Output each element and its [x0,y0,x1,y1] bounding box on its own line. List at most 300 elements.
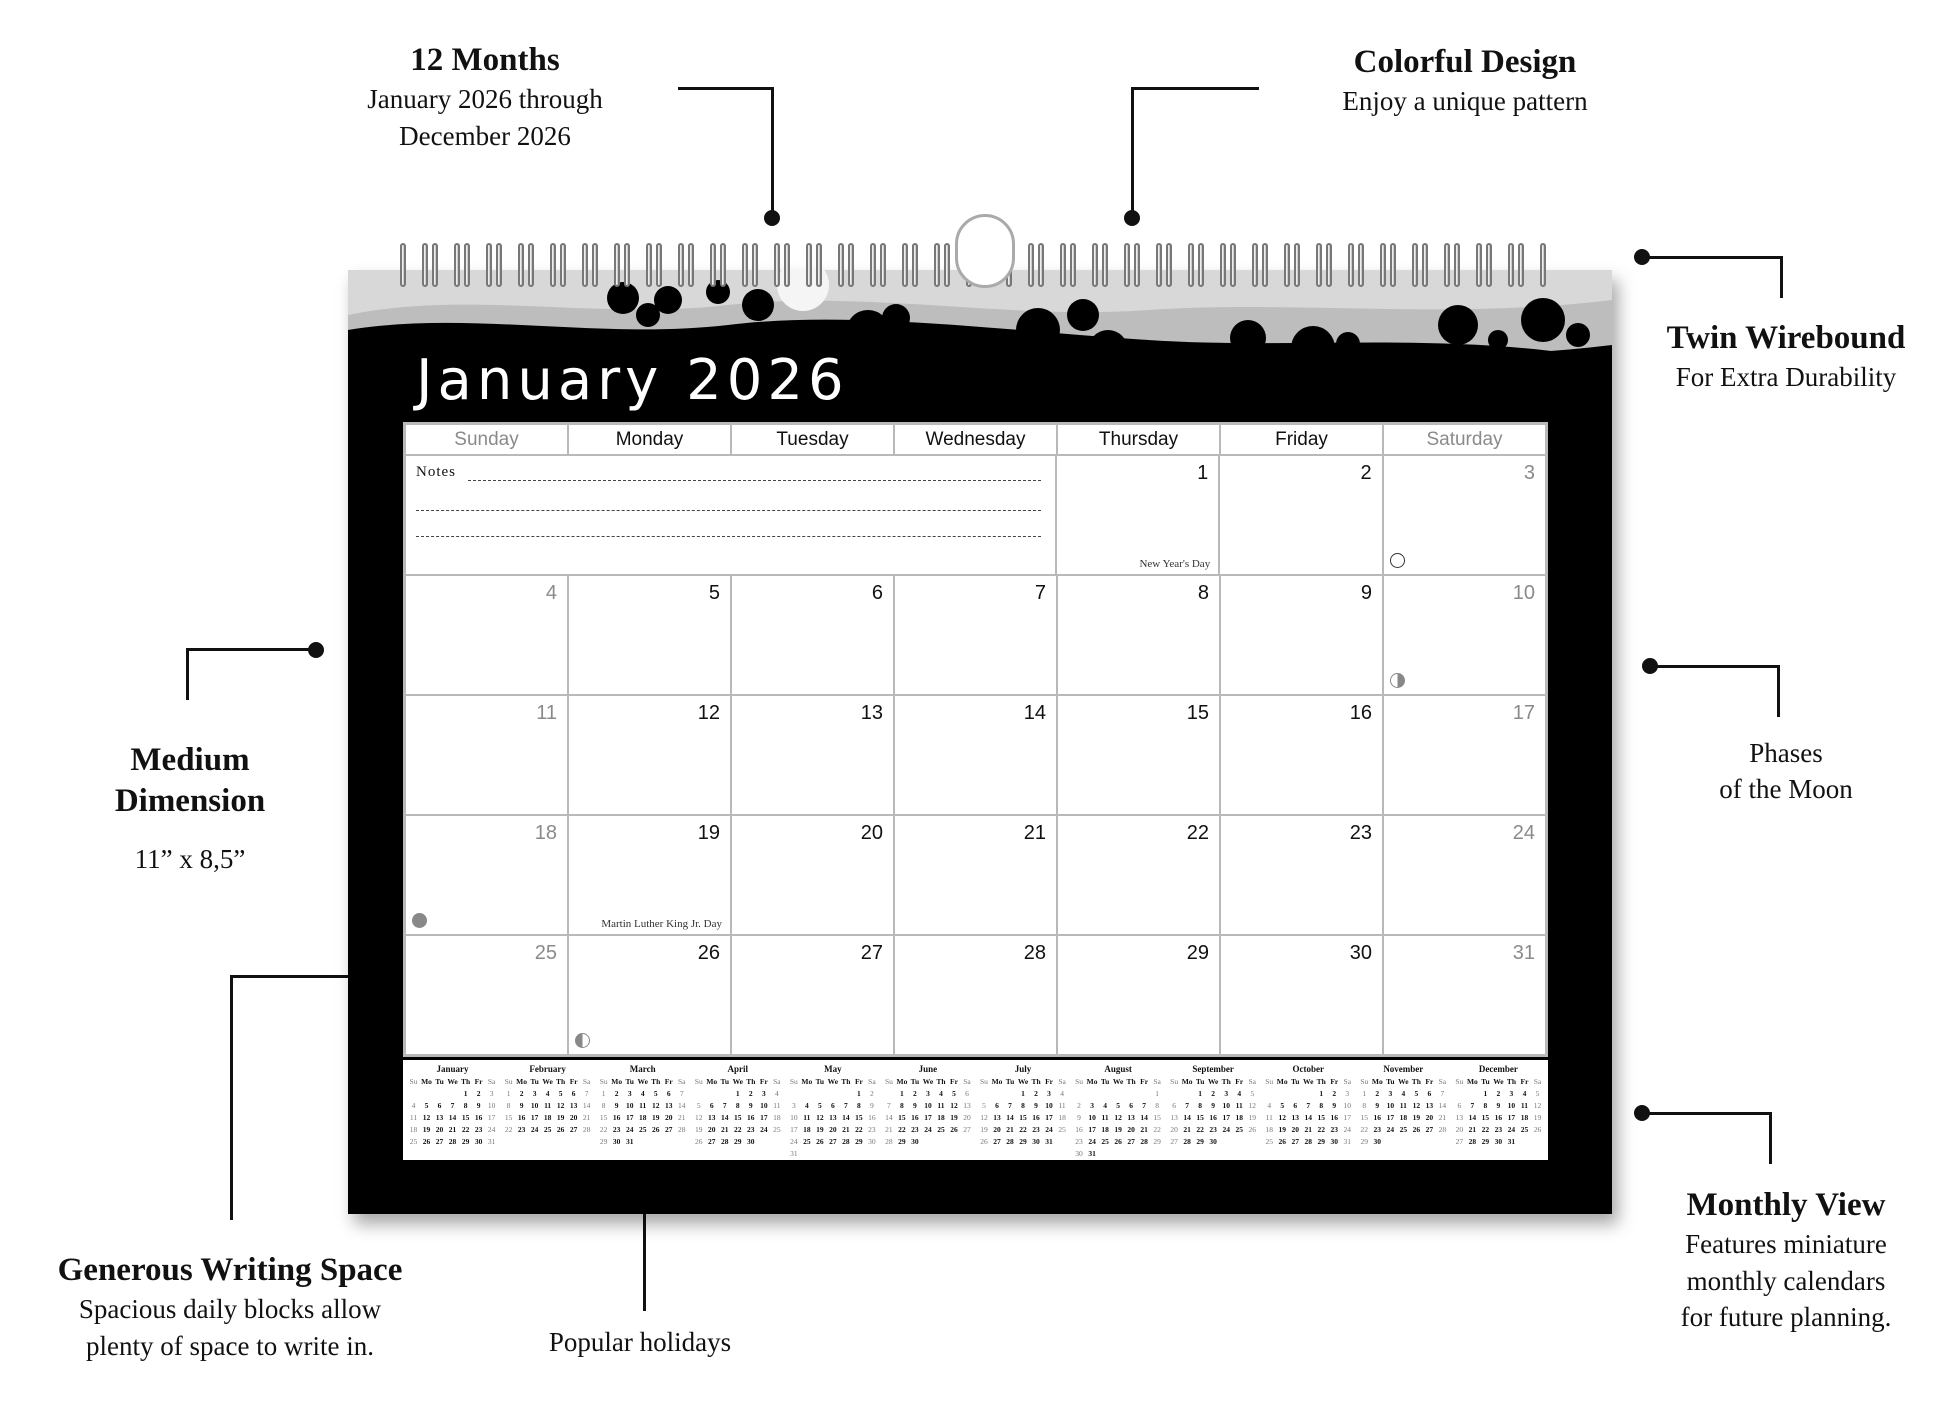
mini-day: 1 [857,1089,861,1098]
binding-coil [870,243,876,287]
mini-dow: We [542,1077,553,1086]
day-cell[interactable] [1221,936,1384,1054]
mini-week-row [1073,1148,1164,1160]
mini-day: 15 [1481,1113,1490,1122]
mini-day: 13 [993,1113,1001,1122]
mini-day: 7 [1008,1101,1012,1110]
mini-day [649,1136,662,1148]
day-cell[interactable] [569,936,732,1054]
mini-day: 3 [627,1089,632,1098]
mini-day: 12 [651,1101,660,1110]
mini-dow: Mo [1181,1077,1193,1086]
day-cell[interactable] [895,576,1058,694]
binding-coil [1412,243,1418,287]
mini-day: 21 [1140,1125,1148,1134]
mini-day: 19 [1248,1113,1256,1122]
mini-week-row [692,1124,783,1136]
mini-week-row [1073,1112,1164,1124]
binding-coil [1422,243,1428,287]
day-cell[interactable] [1384,456,1545,574]
mini-day [1289,1088,1302,1100]
day-cell[interactable] [1220,456,1383,574]
mini-week-row [787,1136,878,1148]
mini-dow: Mo [706,1077,718,1086]
mini-day: 2 [1077,1101,1081,1110]
day-cell[interactable] [569,696,732,814]
day-number: 2 [1360,462,1372,484]
binding-coil [614,243,620,287]
callout-text: plenty of space to write in. [86,1330,374,1361]
callout-text: 11” x 8,5” [134,843,246,874]
binding-coil [1262,243,1268,287]
binding-coil [646,243,652,287]
binding-coil [784,243,790,287]
binding-coil [1028,243,1034,287]
mini-day: 22 [461,1125,470,1134]
mini-day: 28 [1140,1137,1148,1146]
mini-day: 28 [1468,1137,1477,1146]
mini-day: 2 [748,1089,753,1098]
mini-day: 24 [1507,1125,1516,1134]
mini-day: 9 [1496,1101,1501,1110]
mini-week-row [882,1124,973,1136]
mini-dow: Tu [1005,1077,1015,1086]
mini-day: 17 [1507,1113,1516,1122]
notes-area[interactable] [406,456,1057,574]
mini-day: 22 [1481,1125,1490,1134]
mini-day: 14 [1140,1113,1148,1122]
mini-day: 10 [1045,1101,1053,1110]
callout-text: Enjoy a unique pattern [1342,86,1588,117]
mini-day: 1 [1021,1089,1025,1098]
mini-day: 29 [1153,1137,1161,1146]
mini-day: 2 [1496,1089,1501,1098]
mini-day: 21 [1006,1125,1014,1134]
mini-day: 30 [612,1137,621,1146]
mini-day: 7 [1306,1101,1311,1110]
mini-week-row [977,1088,1068,1100]
mini-day: 15 [599,1113,608,1122]
mini-day: 15 [734,1113,742,1122]
binding-coil [464,243,470,287]
day-cell[interactable] [895,696,1058,814]
mini-day: 2 [1034,1089,1038,1098]
mini-day: 25 [1235,1125,1243,1134]
mini-day: 19 [422,1125,431,1134]
mini-day [1233,1136,1246,1148]
day-cell[interactable] [732,816,895,934]
mini-dow: Sa [868,1077,876,1086]
mini-day: 18 [1058,1113,1066,1122]
day-cell[interactable] [1221,696,1384,814]
mini-day: 6 [666,1089,671,1098]
mini-day: 29 [1019,1137,1027,1146]
mini-day [1246,1136,1259,1148]
mini-calendar [500,1062,595,1158]
mini-day: 13 [708,1113,716,1122]
mini-week-row [977,1112,1068,1124]
mini-week-row [692,1100,783,1112]
day-cell[interactable] [569,816,732,934]
mini-day: 8 [1319,1101,1324,1110]
mini-dow: Th [1031,1077,1041,1086]
binding-coil [688,243,694,287]
mini-day [787,1088,800,1100]
mini-day: 7 [1440,1089,1445,1098]
weekday-header [406,425,1545,456]
mini-dow: Th [556,1077,566,1086]
mini-day: 28 [885,1137,893,1146]
mini-day: 20 [708,1125,716,1134]
mini-day: 10 [790,1113,798,1122]
binding-coil [1102,243,1108,287]
mini-day [990,1088,1003,1100]
mini-week-row [407,1136,498,1148]
mini-day: 22 [1360,1125,1369,1134]
day-cell[interactable] [1057,456,1220,574]
mini-day: 11 [1235,1101,1243,1110]
mini-dow: We [637,1077,648,1086]
mini-dow: Mo [611,1077,623,1086]
binding-coil [1188,243,1194,287]
mini-day: 18 [1399,1113,1408,1122]
mini-day [934,1136,947,1148]
day-number: 20 [860,822,883,844]
mini-day: 5 [558,1089,563,1098]
day-cell[interactable] [1058,696,1221,814]
mini-day [852,1148,865,1160]
binding-coil [1220,243,1226,287]
mini-day: 6 [830,1101,835,1110]
day-cell[interactable] [1384,936,1545,1054]
mini-day: 31 [790,1149,798,1158]
mini-dow: We [1398,1077,1409,1086]
day-number: 11 [536,702,557,724]
day-number: 10 [1512,582,1535,604]
mini-day: 6 [1457,1101,1462,1110]
mini-dow: Fr [1520,1077,1529,1086]
binding-coil [1252,243,1258,287]
mini-dow: Sa [1058,1077,1066,1086]
binding-coil [806,243,812,287]
mini-day: 23 [1209,1125,1217,1134]
mini-day: 8 [1362,1101,1367,1110]
mini-week-row [1168,1100,1259,1112]
day-cell[interactable] [1221,576,1384,694]
leader-dot [1124,210,1140,226]
mini-day: 14 [1006,1113,1014,1122]
mini-day: 22 [898,1125,906,1134]
mini-dow: We [922,1077,934,1086]
binding-coil [678,243,684,287]
leader-line [771,87,774,215]
mini-day: 19 [816,1125,824,1134]
mini-day [1004,1088,1017,1100]
mini-day: 13 [1455,1113,1464,1122]
mini-day: 3 [1345,1089,1350,1098]
binding-coil [454,243,460,287]
day-cell[interactable] [569,576,732,694]
mini-day: 13 [569,1101,578,1110]
mini-day: 29 [734,1137,742,1146]
mini-dow: We [827,1077,839,1086]
mini-day: 5 [1535,1089,1540,1098]
mini-day: 15 [1019,1113,1027,1122]
mini-dow: Fr [1425,1077,1434,1086]
mini-day: 4 [939,1089,943,1098]
mini-day [1138,1088,1151,1100]
mini-month-name: January [436,1064,469,1074]
mini-day: 5 [696,1101,701,1110]
binding-coil [944,243,950,287]
mini-day: 19 [651,1113,660,1122]
mini-week-row [1168,1088,1259,1100]
mini-day: 13 [664,1101,673,1110]
mini-day: 22 [599,1125,608,1134]
day-cell[interactable] [1221,816,1384,934]
binding-coil [1230,243,1236,287]
week-row [406,576,1545,696]
binding-coil [422,243,428,287]
binding-coil [720,243,726,287]
mini-day: 27 [708,1137,716,1146]
mini-day [839,1148,852,1160]
mini-day: 4 [774,1089,779,1098]
mini-dow-row [977,1076,1068,1088]
mini-day: 2 [870,1089,874,1098]
mini-day [1466,1088,1479,1100]
mini-day: 31 [1088,1149,1096,1158]
mini-dow: Fr [569,1077,578,1086]
binding-coil [1518,243,1524,287]
mini-dow: Mo [991,1077,1003,1086]
day-cell[interactable] [1384,816,1545,934]
binding-coil [1038,243,1044,287]
day-number: 19 [697,822,720,844]
mini-day: 5 [817,1101,822,1110]
mini-day: 3 [1388,1089,1393,1098]
mini-dow: We [1493,1077,1504,1086]
mini-day: 11 [1520,1101,1528,1110]
mini-dow: Mo [1371,1077,1383,1086]
mini-week-row [1358,1136,1449,1148]
mini-week-row [1358,1088,1449,1100]
binding-coil [592,243,598,287]
mini-day: 10 [924,1101,932,1110]
day-cell[interactable] [1384,576,1545,694]
mini-day: 1 [735,1089,740,1098]
binding-coil [582,243,588,287]
binding-coil [752,243,758,287]
mini-day: 19 [1114,1125,1122,1134]
binding-coil [1316,243,1322,287]
mini-day: 2 [1375,1089,1380,1098]
mini-day: 21 [885,1125,893,1134]
binding-coil [912,243,918,287]
day-cell[interactable] [732,936,895,1054]
binding-coil [1156,243,1162,287]
mini-day [1397,1136,1410,1148]
mini-day: 17 [1222,1113,1230,1122]
mini-day: 22 [855,1125,863,1134]
mini-day: 13 [829,1113,837,1122]
mini-day: 29 [461,1137,470,1146]
binding-coil [486,243,492,287]
binding-coil [1166,243,1172,287]
mini-day: 4 [1060,1089,1064,1098]
mini-day: 15 [504,1113,513,1122]
day-cell[interactable] [1058,576,1221,694]
mini-day: 6 [995,1101,999,1110]
day-cell[interactable] [1058,816,1221,934]
mini-day: 13 [435,1113,444,1122]
mini-day: 14 [448,1113,457,1122]
mini-week-row [977,1100,1068,1112]
binding-coil [838,243,844,287]
day-cell[interactable] [406,816,569,934]
day-cell[interactable] [1384,696,1545,814]
day-number: 25 [534,942,557,964]
mini-dow: Th [1411,1077,1421,1086]
mini-day: 10 [1343,1101,1352,1110]
mini-day: 21 [678,1113,686,1122]
mini-day: 3 [489,1089,494,1098]
day-cell[interactable] [406,936,569,1054]
mini-dow: Mo [1466,1077,1478,1086]
mini-day: 14 [885,1113,893,1122]
day-cell[interactable] [732,696,895,814]
callout-twin-wirebound [1626,318,1946,396]
day-cell[interactable] [895,936,1058,1054]
mini-day: 30 [868,1137,876,1146]
mini-week-row [787,1124,878,1136]
mini-day: 17 [1088,1125,1096,1134]
binding-coil [1540,243,1546,287]
mini-calendar [1261,1062,1356,1158]
mini-dow: Su [694,1077,703,1086]
mini-day: 16 [474,1113,483,1122]
mini-week-row [1263,1136,1354,1148]
binding-coil [624,243,630,287]
mini-dow: Mo [421,1077,432,1086]
mini-day: 23 [747,1125,755,1134]
day-cell[interactable] [732,576,895,694]
day-number: 3 [1523,462,1535,484]
day-number: 13 [860,702,883,724]
mini-day [1276,1088,1289,1100]
binding-coil [656,243,662,287]
mini-day: 3 [761,1089,766,1098]
mini-day: 10 [760,1101,768,1110]
mini-week-row [407,1124,498,1136]
mini-dow: Tu [1100,1077,1110,1086]
mini-week-row [977,1136,1068,1148]
mini-day: 13 [1170,1113,1178,1122]
mini-day: 15 [898,1113,906,1122]
binding-coil [1326,243,1332,287]
mini-day: 27 [963,1125,971,1134]
mini-dow: Th [1506,1077,1517,1086]
mini-dow-row [882,1076,973,1088]
mini-week-row [597,1124,688,1136]
mini-day: 14 [721,1113,729,1122]
mini-day: 18 [1235,1113,1243,1122]
binding-coil [902,243,908,287]
mini-day [839,1088,852,1100]
mini-day: 19 [950,1113,958,1122]
mini-day: 26 [1412,1125,1421,1134]
mini-day: 6 [965,1089,969,1098]
weekday-thursday: Thursday [1058,425,1221,454]
holiday-label: Martin Luther King Jr. Day [601,918,722,930]
mini-dow: Sa [487,1077,496,1086]
mini-calendar [785,1062,880,1158]
leader-line [678,87,774,90]
day-cell[interactable] [406,576,569,694]
mini-day [1125,1088,1138,1100]
mini-day: 13 [963,1101,971,1110]
mini-dow-row [787,1076,878,1088]
mini-day: 11 [409,1113,418,1122]
mini-week-row [1168,1124,1259,1136]
mini-day: 2 [476,1089,481,1098]
callout-text: Popular holidays [548,1327,732,1357]
mini-dow: Fr [1140,1077,1149,1086]
mini-day: 9 [614,1101,619,1110]
day-cell[interactable] [895,816,1058,934]
callout-text: For Extra Durability [1675,362,1897,393]
day-cell[interactable] [1058,936,1221,1054]
mini-dow: We [447,1077,458,1086]
mini-week-row [407,1088,498,1100]
mini-week-row [1263,1100,1354,1112]
mini-week-row [977,1124,1068,1136]
mini-day [1181,1088,1194,1100]
mini-day [675,1136,688,1148]
mini-day [813,1148,826,1160]
mini-dow: Sa [963,1077,971,1086]
mini-day: 26 [1278,1137,1286,1146]
mini-dow: Fr [664,1077,673,1086]
binding-coil [742,243,748,287]
mini-day: 1 [1319,1089,1324,1098]
day-cell[interactable] [406,696,569,814]
mini-day: 20 [1170,1125,1178,1134]
mini-day: 10 [1507,1101,1516,1110]
mini-day: 25 [1058,1125,1066,1134]
mini-day: 8 [463,1101,468,1110]
mini-week-row [1168,1136,1259,1148]
mini-calendar [880,1062,975,1158]
mini-day: 30 [1494,1137,1503,1146]
mini-day [1410,1136,1423,1148]
mini-day: 30 [1330,1137,1339,1146]
mini-week-row [1263,1088,1354,1100]
mini-day: 19 [694,1125,703,1134]
mini-day: 28 [582,1125,591,1134]
callout-text: Features miniature [1685,1229,1887,1260]
mini-week-row [1263,1124,1354,1136]
callout-text: Spacious daily blocks allow [78,1294,382,1325]
mini-day [662,1136,675,1148]
mini-day: 31 [1343,1137,1352,1146]
mini-day: 1 [1483,1089,1488,1098]
mini-day: 26 [1248,1125,1256,1134]
binding-coil [1198,243,1204,287]
mini-day [636,1136,649,1148]
mini-day: 11 [1101,1113,1109,1122]
mini-day: 27 [1291,1137,1299,1146]
